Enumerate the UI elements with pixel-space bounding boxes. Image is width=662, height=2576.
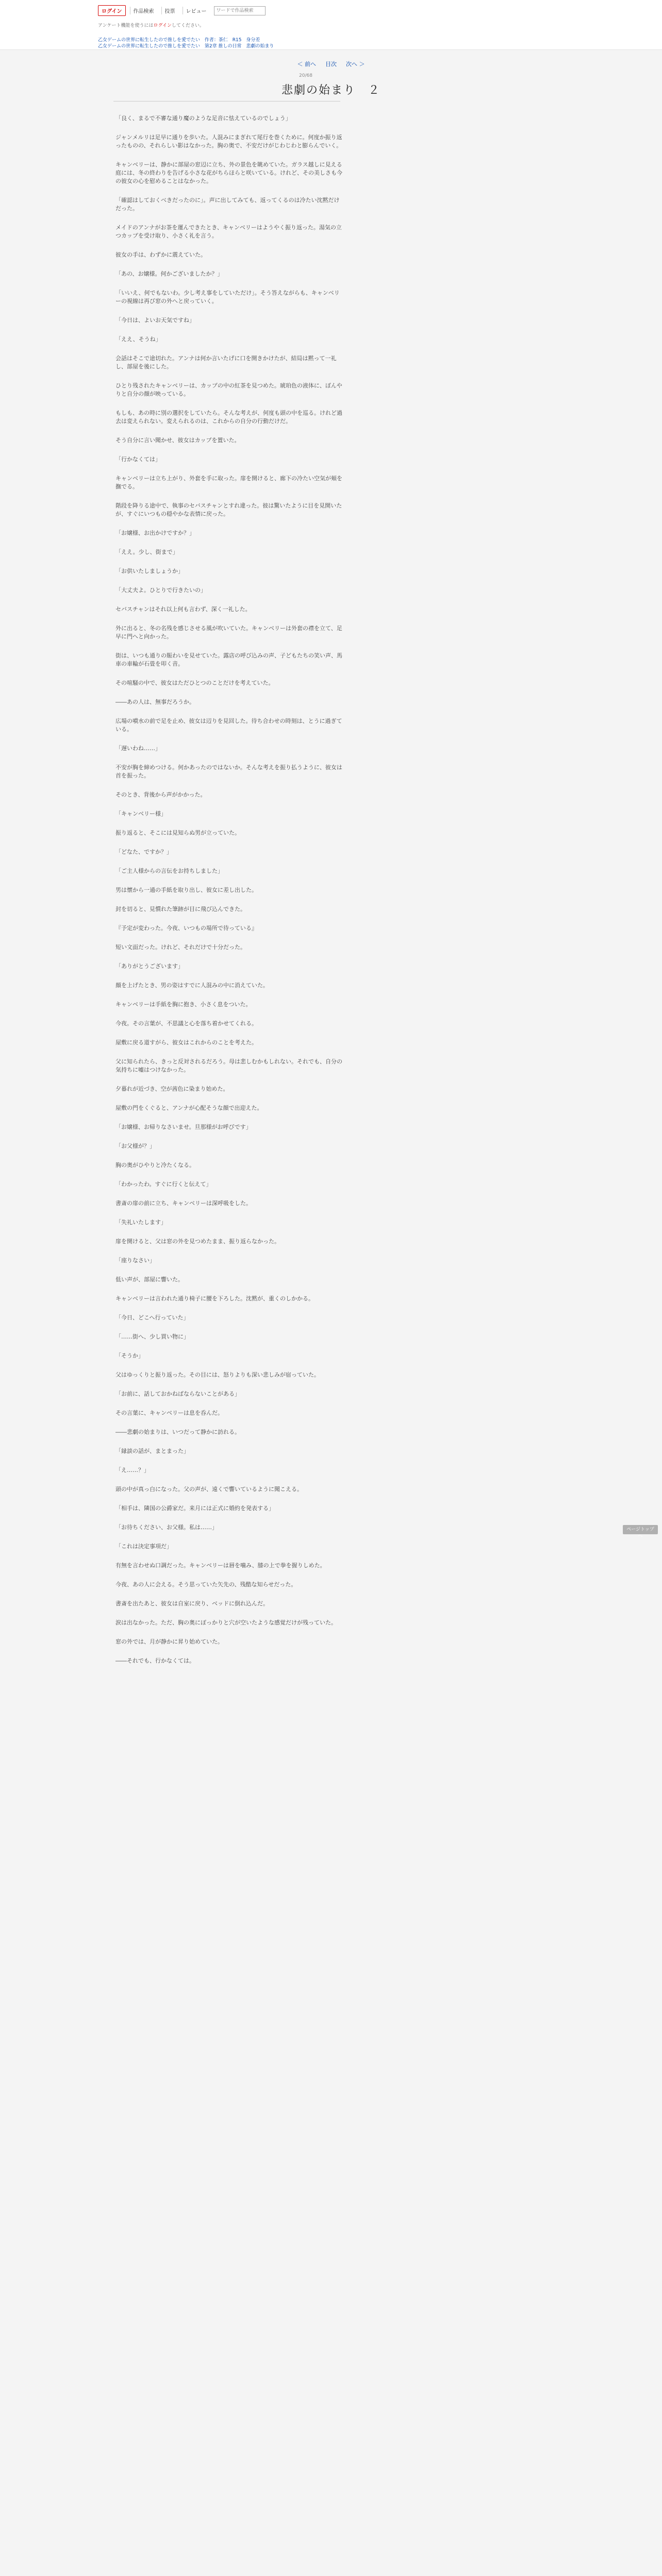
body-paragraph: 「そうか」 xyxy=(115,1352,144,1359)
nav-review[interactable]: レビュー xyxy=(183,7,210,14)
body-paragraph: そのとき、背後から声がかかった。 xyxy=(115,791,206,798)
body-paragraph: 「わかったわ。すぐに行くと伝えて」 xyxy=(115,1181,212,1188)
index-link[interactable]: 目次 xyxy=(325,61,337,67)
body-paragraph: 「どなた、ですか？」 xyxy=(115,849,172,855)
body-paragraph: 「大丈夫よ。ひとりで行きたいの」 xyxy=(115,587,206,594)
top-bar xyxy=(98,5,266,16)
body-paragraph: 涙は出なかった。ただ、胸の奥にぽっかりと穴が空いたような感覚だけが残っていた。 xyxy=(115,1619,337,1626)
breadcrumb-item[interactable]: 第2章 推しの日常 xyxy=(204,44,242,49)
page-count: 20/68 xyxy=(299,73,312,78)
body-paragraph: 今夜。その言葉が、不思議と心を落ち着かせてくれる。 xyxy=(115,1020,257,1027)
body-paragraph: 「お前に、話しておかねばならないことがある」 xyxy=(115,1391,240,1397)
body-paragraph: 屋敷の門をくぐると、アンナが心配そうな顔で出迎えた。 xyxy=(115,1105,263,1111)
body-paragraph: 「あの、お嬢様。何かございましたか？」 xyxy=(115,270,223,277)
body-paragraph: 父に知られたら、きっと反対されるだろう。母は悲しむかもしれない。それでも、自分の気持ちに嘘はつけなかった。 xyxy=(115,1058,342,1073)
body-paragraph: キャンベリーは、静かに部屋の窓辺に立ち、外の景色を眺めていた。ガラス越しに見える庭には、冬の終わりを告げる小さな花がちらほらと咲いている。けれど、その美しさも今の彼女の心を慰めることはなかった。 xyxy=(115,161,342,184)
body-paragraph: 今夜、あの人に会える。そう思っていた矢先の、残酷な知らせだった。 xyxy=(115,1581,297,1588)
body-paragraph: 会話はそこで途切れた。アンナは何か言いたげに口を開きかけたが、結局は黙って一礼し、部屋を後にした。 xyxy=(115,355,337,370)
body-paragraph: 「遅いわね……」 xyxy=(115,745,161,752)
body-paragraph: 「今日は、よいお天気ですね」 xyxy=(115,317,195,324)
body-paragraph: 「行かなくては」 xyxy=(115,456,161,463)
body-paragraph: 屋敷に戻る道すがら、彼女はこれからのことを考えた。 xyxy=(115,1039,257,1046)
body-paragraph: キャンベリーは手紙を胸に抱き、小さく息をついた。 xyxy=(115,1001,252,1008)
chapter-title: 悲劇の始まり ２ xyxy=(281,84,380,97)
body-paragraph: 外に出ると、冬の名残を感じさせる風が吹いていた。キャンベリーは外套の襟を立て、足早に門へと向かった。 xyxy=(115,625,342,640)
body-paragraph: 「これは決定事項だ」 xyxy=(115,1543,172,1550)
breadcrumb-item[interactable]: R15 xyxy=(232,38,242,43)
body-paragraph: 彼女の手は、わずかに震えていた。 xyxy=(115,251,206,258)
body-paragraph: 「座りなさい」 xyxy=(115,1257,155,1264)
body-paragraph: 不安が胸を締めつける。何かあったのではないか。そんな考えを振り払うように、彼女は首を振った。 xyxy=(115,764,342,779)
body-paragraph: ――あの人は、無事だろうか。 xyxy=(115,699,195,705)
body-paragraph: 「縁談の話が、まとまった」 xyxy=(115,1448,189,1454)
body-paragraph: もしも、あの時に別の選択をしていたら。そんな考えが、何度も頭の中を巡る。けれど過去は変えられない。変えられるのは、これからの自分の行動だけだ。 xyxy=(115,410,342,425)
body-paragraph: 「お供いたしましょうか」 xyxy=(115,568,184,574)
body-paragraph: 「お嬢様、お帰りなさいませ。旦那様がお呼びです」 xyxy=(115,1124,252,1130)
body-paragraph: 低い声が、部屋に響いた。 xyxy=(115,1276,184,1283)
body-paragraph: 胸の奥がひやりと冷たくなる。 xyxy=(115,1162,195,1168)
breadcrumb-item[interactable]: 作者：茶仁 xyxy=(204,38,228,43)
search-input[interactable] xyxy=(214,6,266,15)
login-notice: アンケート機能を使うにはログインしてください。 xyxy=(98,23,205,28)
body-paragraph: 夕暮れが近づき、空が茜色に染まり始めた。 xyxy=(115,1086,229,1092)
body-paragraph: キャンベリーは言われた通り椅子に腰を下ろした。沈黙が、重くのしかかる。 xyxy=(115,1295,314,1302)
body-paragraph: メイドのアンナがお茶を運んできたとき、キャンベリーはようやく振り返った。湯気の立つカップを受け取り、小さく礼を言う。 xyxy=(115,224,342,239)
body-paragraph: 短い文面だった。けれど、それだけで十分だった。 xyxy=(115,944,246,951)
body-paragraph: セバスチャンはそれ以上何も言わず、深く一礼した。 xyxy=(115,606,251,613)
body-paragraph: 「いいえ、何でもないわ。少し考え事をしていただけ」。そう答えながらも、キャンベリーの視線は再び窓の外へと戻っていく。 xyxy=(115,290,340,304)
body-paragraph: ひとり残されたキャンベリーは、カップの中の紅茶を見つめた。琥珀色の液体に、ぼんやりと自分の顔が映っている。 xyxy=(115,382,342,397)
notice-login-link[interactable]: ログイン xyxy=(153,23,172,28)
body-paragraph: 「キャンベリー様」 xyxy=(115,810,167,817)
body-paragraph: 「え……？」 xyxy=(115,1467,150,1473)
body-paragraph: 父はゆっくりと振り返った。その目には、怒りよりも深い悲しみが宿っていた。 xyxy=(115,1371,320,1378)
chapter-body xyxy=(115,114,342,1676)
body-paragraph: 広場の噴水の前で足を止め、彼女は辺りを見回した。待ち合わせの時刻は、とうに過ぎている。 xyxy=(115,718,342,733)
nav-search[interactable]: 作品検索 xyxy=(130,7,157,14)
body-paragraph: その喧騒の中で、彼女はただひとつのことだけを考えていた。 xyxy=(115,680,274,686)
breadcrumb-item[interactable]: 乙女ゲームの世界に転生したので推しを愛でたい xyxy=(98,38,201,43)
body-paragraph: その言葉に、キャンベリーは息を呑んだ。 xyxy=(115,1410,223,1416)
body-paragraph: 書斎を出たあと、彼女は自室に戻り、ベッドに倒れ込んだ。 xyxy=(115,1600,269,1607)
breadcrumb-chapter xyxy=(98,42,277,49)
page-top-button[interactable]: ページトップへ xyxy=(623,1525,658,1534)
body-paragraph: 「お待ちください、お父様。私は……」 xyxy=(115,1524,218,1531)
body-paragraph: 振り返ると、そこには見知らぬ男が立っていた。 xyxy=(115,829,240,836)
site-header xyxy=(0,0,662,50)
body-paragraph: ――それでも、行かなくては。 xyxy=(115,1657,195,1664)
body-paragraph: 「失礼いたします」 xyxy=(115,1219,167,1226)
body-paragraph: 扉を開けると、父は窓の外を見つめたまま、振り返らなかった。 xyxy=(115,1238,280,1245)
pager xyxy=(0,60,662,68)
body-paragraph: 「ありがとうございます」 xyxy=(115,963,184,970)
body-paragraph: 顔を上げたとき、男の姿はすでに人混みの中に消えていた。 xyxy=(115,982,269,989)
body-paragraph: ジャンメルリは足早に通りを歩いた。人混みにまぎれて尾行を巻くために。何度か振り返ったものの、それらしい影はなかった。胸の奥で、不安だけがじわじわと膨らんでいく。 xyxy=(115,134,342,149)
body-paragraph: 階段を降りる途中で、執事のセバスチャンとすれ違った。彼は驚いたように目を見開いたが、すぐにいつもの穏やかな表情に戻った。 xyxy=(115,502,342,517)
body-paragraph: 「お父様が？」 xyxy=(115,1143,155,1149)
login-button[interactable]: ログイン xyxy=(98,5,126,16)
breadcrumb-item[interactable]: 身分差 xyxy=(246,38,260,43)
body-paragraph: 有無を言わせぬ口調だった。キャンベリーは唇を噛み、膝の上で拳を握りしめた。 xyxy=(115,1562,326,1569)
body-paragraph: 「今日、どこへ行っていた」 xyxy=(115,1314,189,1321)
body-paragraph: 書斎の扉の前に立ち、キャンベリーは深呼吸をした。 xyxy=(115,1200,252,1207)
body-paragraph: 「ええ。少し、街まで」 xyxy=(115,549,178,555)
body-paragraph: そう自分に言い聞かせ、彼女はカップを置いた。 xyxy=(115,437,240,444)
next-link[interactable]: 次へ ＞ xyxy=(346,61,365,67)
body-paragraph: 「ええ、そうね」 xyxy=(115,336,161,343)
body-paragraph: キャンベリーは立ち上がり、外套を手に取った。扉を開けると、廊下の冷たい空気が頬を撫でる。 xyxy=(115,475,342,490)
body-paragraph: 「ご主人様からの言伝をお持ちしました」 xyxy=(115,868,223,874)
breadcrumb-item[interactable]: 悲劇の始まり xyxy=(246,44,274,49)
body-paragraph: 「お嬢様、お出かけですか？」 xyxy=(115,530,195,536)
body-paragraph: 封を切ると、見慣れた筆跡が目に飛び込んできた。 xyxy=(115,906,246,912)
body-paragraph: 「相手は、隣国の公爵家だ。来月には正式に婚約を発表する」 xyxy=(115,1505,274,1512)
breadcrumb-item[interactable]: 乙女ゲームの世界に転生したので推しを愛でたい xyxy=(98,44,201,49)
body-paragraph: 窓の外では、月が静かに昇り始めていた。 xyxy=(115,1638,223,1645)
body-paragraph: 街は、いつも通りの賑わいを見せていた。露店の呼び込みの声、子どもたちの笑い声、馬車の車輪が石畳を叩く音。 xyxy=(115,652,342,667)
prev-link[interactable]: ＜ 前へ xyxy=(297,61,316,67)
body-paragraph: 「確認はしておくべきだったのに」。声に出してみても、返ってくるのは冷たい沈黙だけだった。 xyxy=(115,197,340,212)
body-paragraph: ――悲劇の始まりは、いつだって静かに訪れる。 xyxy=(115,1429,240,1435)
body-paragraph: 男は懐から一通の手紙を取り出し、彼女に差し出した。 xyxy=(115,887,257,893)
body-paragraph: 頭の中が真っ白になった。父の声が、遠くで響いているように聞こえる。 xyxy=(115,1486,303,1493)
body-paragraph: 「良く、まるで不審な通り魔のような足音に怯えているのでしょう」 xyxy=(115,115,291,122)
body-paragraph: 『予定が変わった。今夜、いつもの場所で待っている』 xyxy=(115,925,257,931)
body-paragraph: 「……街へ、少し買い物に」 xyxy=(115,1333,189,1340)
nav-vote[interactable]: 投票 xyxy=(161,7,178,14)
